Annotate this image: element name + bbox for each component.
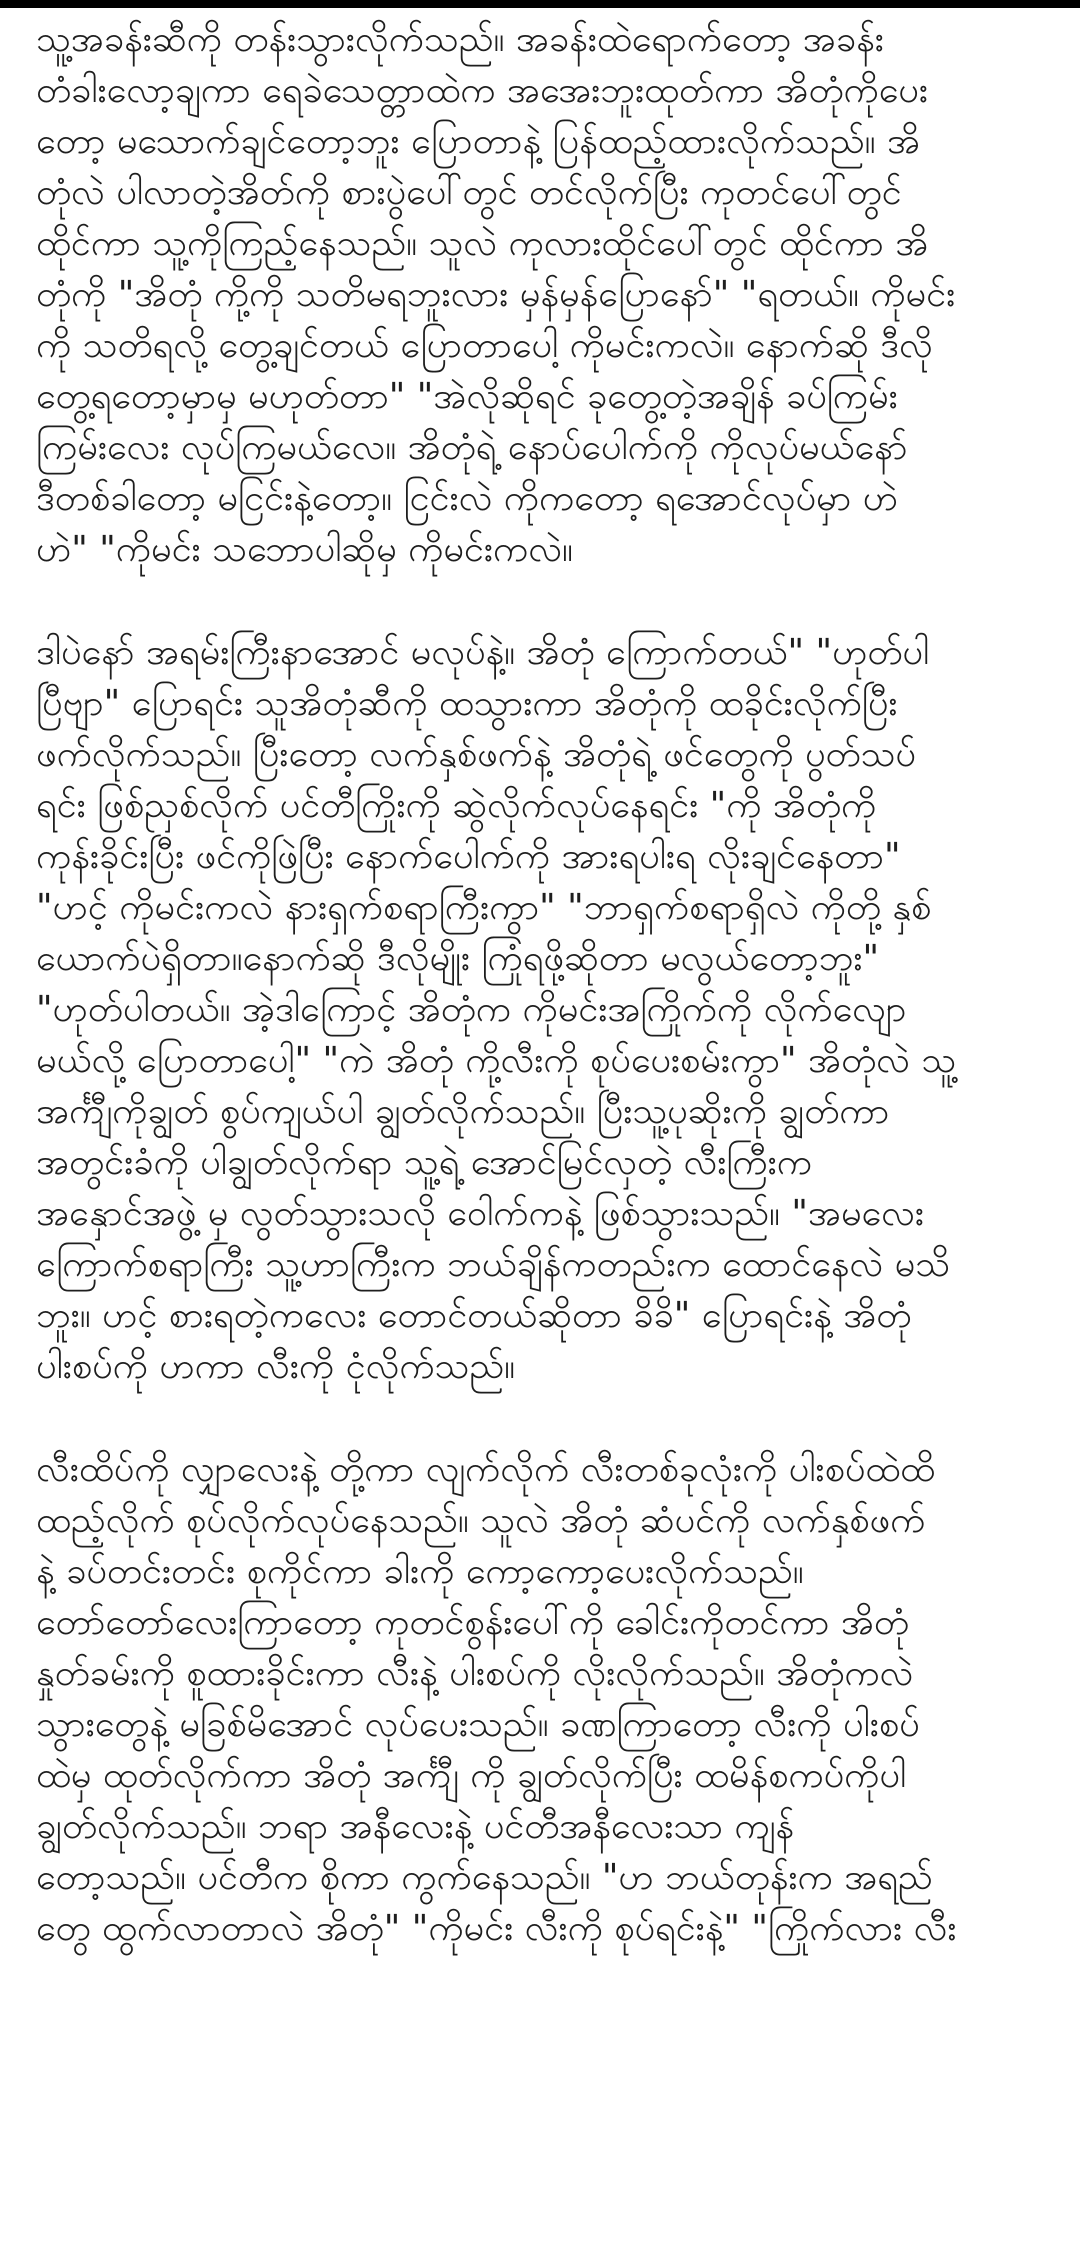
paragraph-spacer (36, 1392, 1044, 1444)
paragraph-spacer (36, 575, 1044, 627)
paragraph-2: ဒါပဲနော် အရမ်းကြီးနာအောင် မလုပ်နဲ့။ အိတုံ ကြောက်တယ်" "ဟုတ်ပါ ပြီဗျာ" ပြောရင်း သူအိတုံဆီကို ထသွားကာ အိတုံကို ထခိုင်းလိုက်ပြီး ဖက်လိုက်သည်။ ပြီးတော့ လက်နှစ်ဖက်နဲ့ အိတုံရဲ့ ဖင်တွေကို ပွတ်သပ် ရင်း ဖြစ်ညှစ်လိုက် ပင်တီကြိုးကို ဆွဲလိုက်လုပ်နေရင်း "ကို အိတုံကို ကုန်းခိုင်းပြီး ဖင်ကိုဖြဲပြီး နောက်ပေါက်ကို အားရပါးရ လိုးချင်နေတာ" "ဟင့် ကိုမင်းကလဲ နားရှက်စရာကြီးကွာ" "ဘာရှက်စရာရှိလဲ ကိုတို့ နှစ် ယောက်ပဲရှိတာ။နောက်ဆို ဒီလိုမျိုး ကြုံရဖို့ဆိုတာ မလွယ်တော့ဘူး" "ဟုတ်ပါတယ်။ အဲ့ဒါကြောင့် အိတုံက ကိုမင်းအကြိုက်ကို လိုက်လျော မယ်လို့ ပြောတာပေါ့" "ကဲ အိတုံ ကို့လီးကို စုပ်ပေးစမ်းကွာ" အိတုံလဲ သူ့ အင်္ကျီကိုချွတ် စွပ်ကျယ်ပါ ချွတ်လိုက်သည်။ ပြီးသူ့ပုဆိုးကို ချွတ်ကာ အတွင်းခံကို ပါချွတ်လိုက်ရာ သူ့ရဲ့ အောင်မြင်လှတဲ့ လီးကြီးက အနှောင်အဖွဲ့ မှ လွတ်သွားသလို ဝေါက်ကနဲ့ ဖြစ်သွားသည်။ "အမလေး ကြောက်စရာကြီး သူ့ဟာကြီးက ဘယ်ချိန်ကတည်းက ထောင်နေလဲ မသိ ဘူး။ ဟင့် စားရတဲ့ကလေး တောင်တယ်ဆိုတာ ခိခိ" ပြောရင်းနဲ့ အိတုံ ပါးစပ်ကို ဟကာ လီးကို ငုံလိုက်သည်။ (36, 632, 957, 1387)
reading-pane[interactable] (0, 8, 1080, 2249)
status-bar (0, 0, 1080, 8)
paragraph-1: သူ့အခန်းဆီကို တန်းသွားလိုက်သည်။ အခန်းထဲရောက်တော့ အခန်း တံခါးလော့ချကာ ရေခဲသေတ္တာထဲက အအေးဘူးထုတ်ကာ အိတုံကိုပေး တော့ မသောက်ချင်တော့ဘူး ပြောတာနဲ့ ပြန်ထည့်ထားလိုက်သည်။ အိ တုံလဲ ပါလာတဲ့အိတ်ကို စားပွဲပေါ်တွင် တင်လိုက်ပြီး ကုတင်ပေါ်တွင် ထိုင်ကာ သူ့ကိုကြည့်နေသည်။ သူလဲ ကုလားထိုင်ပေါ်တွင် ထိုင်ကာ အိ တုံကို "အိတုံ ကို့ကို သတိမရဘူးလား မှန်မှန်ပြောနော်" "ရတယ်။ ကိုမင်း ကို သတိရလို့ တွေ့ချင်တယ် ပြောတာပေါ့ ကိုမင်းကလဲ။ နောက်ဆို ဒီလို တွေ့ရတော့မှာမှ မဟုတ်တာ" "အဲလိုဆိုရင် ခုတွေ့တဲ့အချိန် ခပ်ကြမ်း ကြမ်းလေး လုပ်ကြမယ်လေ။ အိတုံရဲ့ နောပ်ပေါက်ကို ကိုလုပ်မယ်နော် ဒီတစ်ခါတော့ မငြင်းနဲ့တော့။ ငြင်းလဲ ကိုကတော့ ရအောင်လုပ်မှာ ဟဲ ဟဲ" "ကိုမင်း သဘောပါဆိုမှ ကိုမင်းကလဲ။ (36, 19, 956, 570)
paragraph-3: လီးထိပ်ကို လျှာလေးနဲ့ တို့ကာ လျက်လိုက် လီးတစ်ခုလုံးကို ပါးစပ်ထဲထိ ထည့်လိုက် စုပ်လိုက်လုပ်နေသည်။ သူလဲ အိတုံ ဆံပင်ကို လက်နှစ်ဖက် နဲ့ ခပ်တင်းတင်း စုကိုင်ကာ ခါးကို ကော့ကော့ပေးလိုက်သည်။ တော်တော်လေးကြာတော့ ကုတင်စွန်းပေါ်ကို ခေါင်းကိုတင်ကာ အိတုံ နှုတ်ခမ်းကို စူထားခိုင်းကာ လီးနဲ့ ပါးစပ်ကို လိုးလိုက်သည်။ အိတုံကလဲ သွားတွေနဲ့ မခြစ်မိအောင် လုပ်ပေးသည်။ ခဏကြာတော့ လီးကို ပါးစပ် ထဲမှ ထုတ်လိုက်ကာ အိတုံ အင်္ကျီ ကို ချွတ်လိုက်ပြီး ထမိန်စကပ်ကိုပါ ချွတ်လိုက်သည်။ ဘရာ အနီလေးနဲ့ ပင်တီအနီလေးသာ ကျန် တော့သည်။ ပင်တီက စိုကာ ကွက်နေသည်။ "ဟ ဘယ်တုန်းက အရည် တွေ ထွက်လာတာလဲ အိတုံ" "ကိုမင်း လီးကို စုပ်ရင်းနဲ့" "ကြိုက်လား လီး (36, 1449, 957, 1949)
